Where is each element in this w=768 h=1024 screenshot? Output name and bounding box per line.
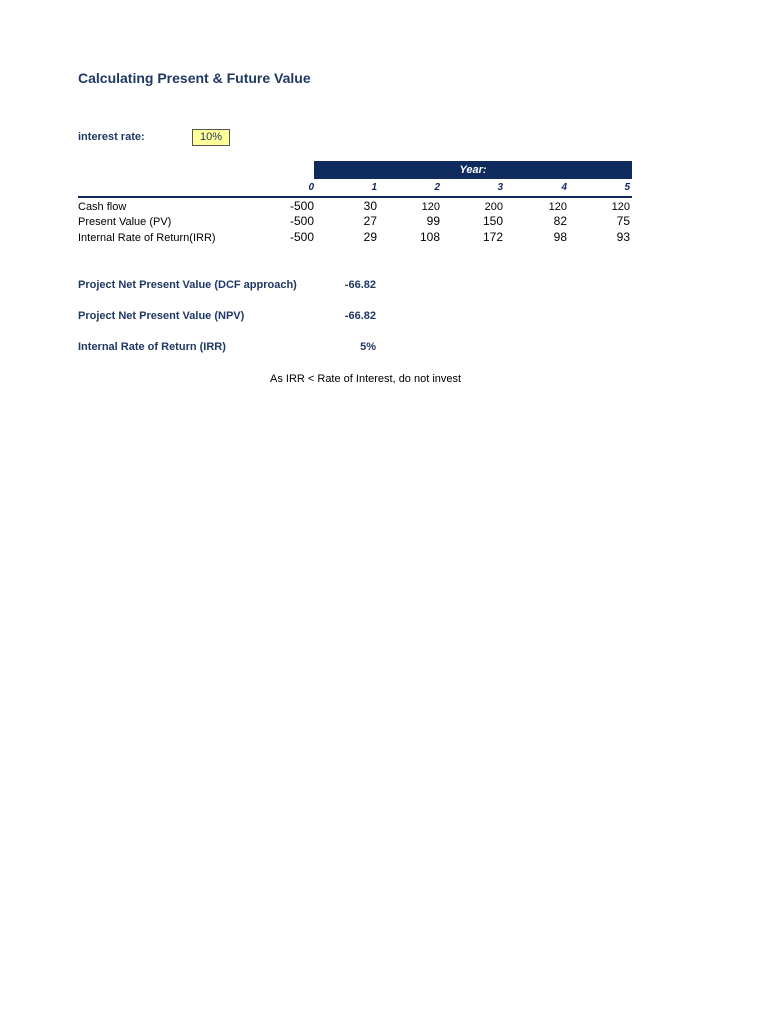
summary-label-npv-dcf: Project Net Present Value (DCF approach): [78, 279, 297, 291]
summary-value-npv: -66.82: [344, 310, 376, 322]
cell: -500: [289, 199, 314, 213]
cell: 120: [548, 201, 567, 213]
summary-label-irr: Internal Rate of Return (IRR): [78, 341, 226, 353]
decision-note: As IRR < Rate of Interest, do not invest: [270, 373, 462, 385]
row-label-cash-flow: Cash flow: [78, 201, 127, 213]
year-0: 0: [308, 182, 314, 193]
header-rule: [78, 196, 632, 198]
cell: 93: [616, 230, 630, 244]
cell: 82: [553, 214, 567, 228]
page-title: Calculating Present & Future Value: [78, 70, 311, 86]
year-1: 1: [371, 182, 377, 193]
year-3: 3: [497, 182, 503, 193]
summary-label-npv: Project Net Present Value (NPV): [78, 310, 245, 322]
year-header-band: Year:: [314, 161, 632, 179]
cell: 29: [363, 230, 377, 244]
cell: 108: [419, 230, 440, 244]
cell: -500: [289, 214, 314, 228]
cell: 75: [616, 214, 630, 228]
row-label-present-value: Present Value (PV): [78, 216, 172, 228]
cell: 120: [421, 201, 440, 213]
cell: 30: [363, 199, 377, 213]
cell: 150: [482, 214, 503, 228]
cell: -500: [289, 230, 314, 244]
cell: 27: [363, 214, 377, 228]
cell: 98: [553, 230, 567, 244]
row-label-irr: Internal Rate of Return(IRR): [78, 232, 216, 244]
summary-value-npv-dcf: -66.82: [344, 279, 376, 291]
interest-rate-label: interest rate:: [78, 131, 145, 143]
cell: 99: [426, 214, 440, 228]
interest-rate-input[interactable]: 10%: [192, 129, 230, 146]
year-5: 5: [624, 182, 630, 193]
summary-value-irr: 5%: [360, 341, 376, 353]
year-4: 4: [561, 182, 567, 193]
year-2: 2: [434, 182, 440, 193]
cell: 120: [611, 201, 630, 213]
cell: 200: [484, 201, 503, 213]
cell: 172: [482, 230, 503, 244]
